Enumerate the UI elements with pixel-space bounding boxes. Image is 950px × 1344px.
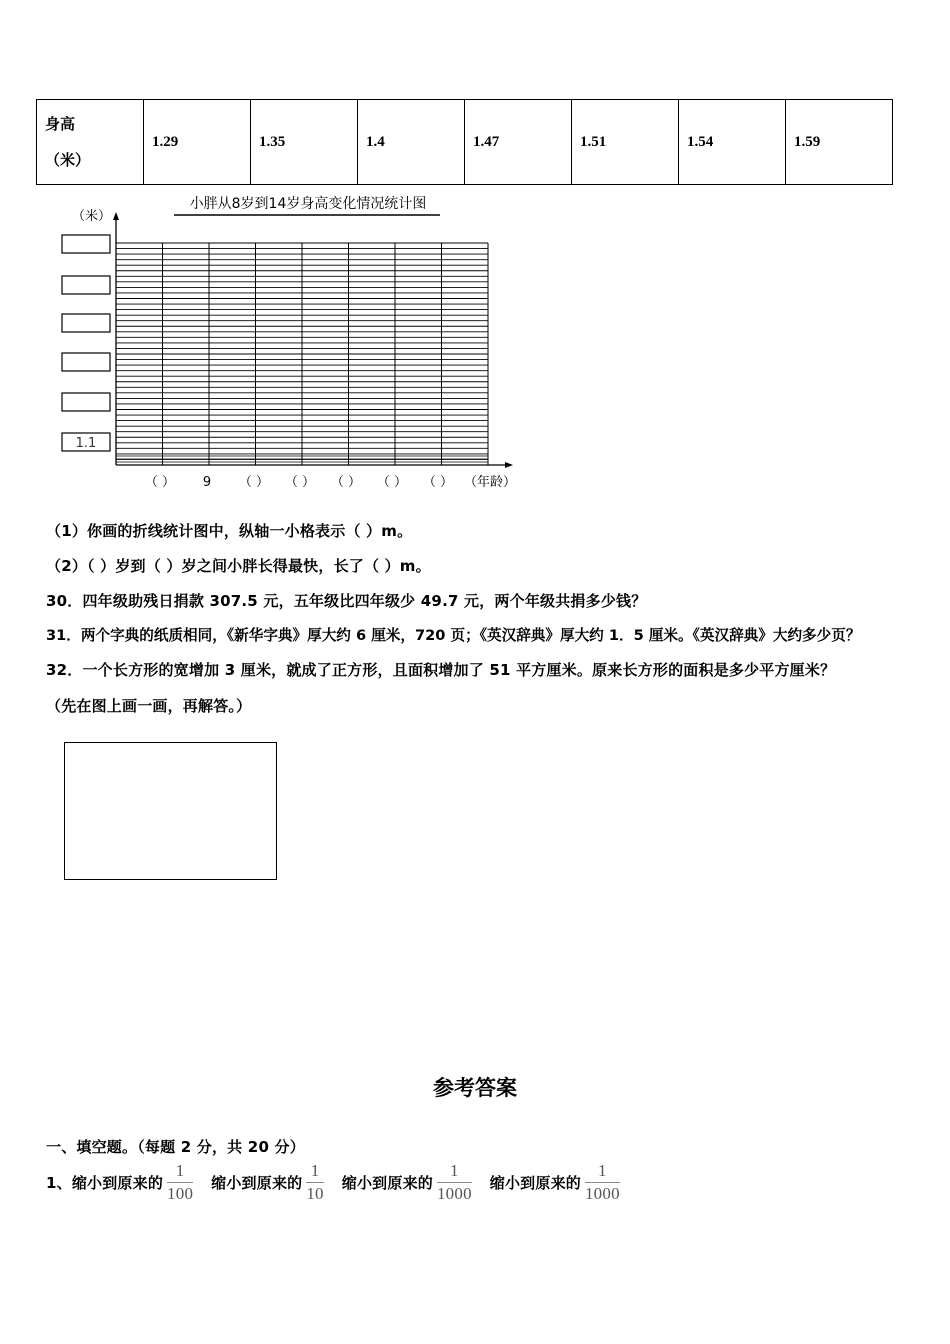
x-tick-label: （ ）: [330, 475, 362, 490]
answer-1: [46, 1160, 624, 1205]
y-axis-unit: （米）: [72, 209, 112, 224]
y-axis-arrow: [113, 212, 119, 220]
height-value-cell: 1.59: [786, 100, 893, 185]
header-line-2: （米）: [45, 151, 91, 169]
height-value-cell: 1.51: [572, 100, 679, 185]
x-axis-unit: （年龄）: [464, 475, 517, 490]
fraction-numerator: 1: [437, 1160, 472, 1183]
fraction-denominator: 10: [306, 1184, 324, 1203]
fraction-denominator: 1000: [436, 1184, 472, 1203]
x-tick-label: （ ）: [284, 475, 316, 490]
answers-title: 参考答案: [433, 1076, 517, 1100]
height-table: [36, 99, 893, 185]
question-1: （1）你画的折线统计图中，纵轴一小格表示（ ）m。: [46, 522, 413, 540]
question-2: （2）（ ）岁到（ ）岁之间小胖长得最快，长了（ ）m。: [46, 557, 431, 575]
question-31: 31．两个字典的纸质相同，《新华字典》厚大约 6 厘米，720 页；《英汉辞典》厚大约 1．5 厘米。《英汉辞典》大约多少页？: [46, 627, 861, 644]
table-row: [37, 100, 893, 185]
fraction: [585, 1160, 620, 1205]
y-label-box: [62, 314, 110, 332]
x-axis-labels: [145, 475, 453, 490]
y-label-box: [62, 393, 110, 411]
fraction: [167, 1160, 193, 1205]
y-label-box: [62, 235, 110, 253]
x-tick-label: 9: [202, 475, 212, 490]
question-32: 32．一个长方形的宽增加 3 厘米，就成了正方形，且面积增加了 51 平方厘米。原来长方形的面积是多少平方厘米？: [46, 661, 836, 679]
header-line-1: 身高: [45, 115, 76, 133]
x-axis-arrow: [505, 462, 513, 468]
fraction-numerator: 1: [306, 1160, 323, 1183]
drawing-rectangle: [64, 742, 277, 880]
fraction: [437, 1160, 472, 1205]
x-tick-label: （ ）: [376, 475, 408, 490]
y-tick-label: 1.1: [75, 436, 97, 451]
fraction-denominator: 100: [167, 1184, 194, 1203]
height-value-cell: 1.47: [465, 100, 572, 185]
height-value-cell: 1.35: [251, 100, 358, 185]
y-label-box: [62, 276, 110, 294]
height-value-cell: 1.4: [358, 100, 465, 185]
y-label-box: [62, 353, 110, 371]
fraction-denominator: 1000: [584, 1184, 620, 1203]
height-line-chart: [50, 188, 530, 498]
fraction-numerator: 1: [167, 1160, 193, 1183]
y-axis-label-boxes: [62, 235, 110, 451]
fraction: [306, 1160, 323, 1205]
chart-grid: [113, 212, 513, 468]
question-32-note: （先在图上画一画，再解答。）: [46, 697, 252, 715]
x-tick-label: （ ）: [144, 475, 176, 490]
height-value-cell: 1.29: [144, 100, 251, 185]
section-1-heading: 一、填空题。（每题 2 分，共 20 分）: [46, 1138, 305, 1156]
answer-1-text: 缩小到原来的: [211, 1174, 303, 1192]
table-header-cell: [37, 100, 144, 185]
fraction-numerator: 1: [585, 1160, 620, 1183]
chart-title: 小胖从8岁到14岁身高变化情况统计图: [189, 196, 427, 212]
answer-1-text: 缩小到原来的: [341, 1174, 433, 1192]
answer-1-text: 缩小到原来的: [489, 1174, 581, 1192]
x-tick-label: （ ）: [238, 475, 270, 490]
x-tick-label: （ ）: [422, 475, 454, 490]
height-value-cell: 1.54: [679, 100, 786, 185]
question-30: 30．四年级助残日捐款 307.5 元，五年级比四年级少 49.7 元，两个年级共捐多少钱？: [46, 592, 647, 610]
answer-1-prefix: 1、缩小到原来的: [46, 1174, 164, 1192]
